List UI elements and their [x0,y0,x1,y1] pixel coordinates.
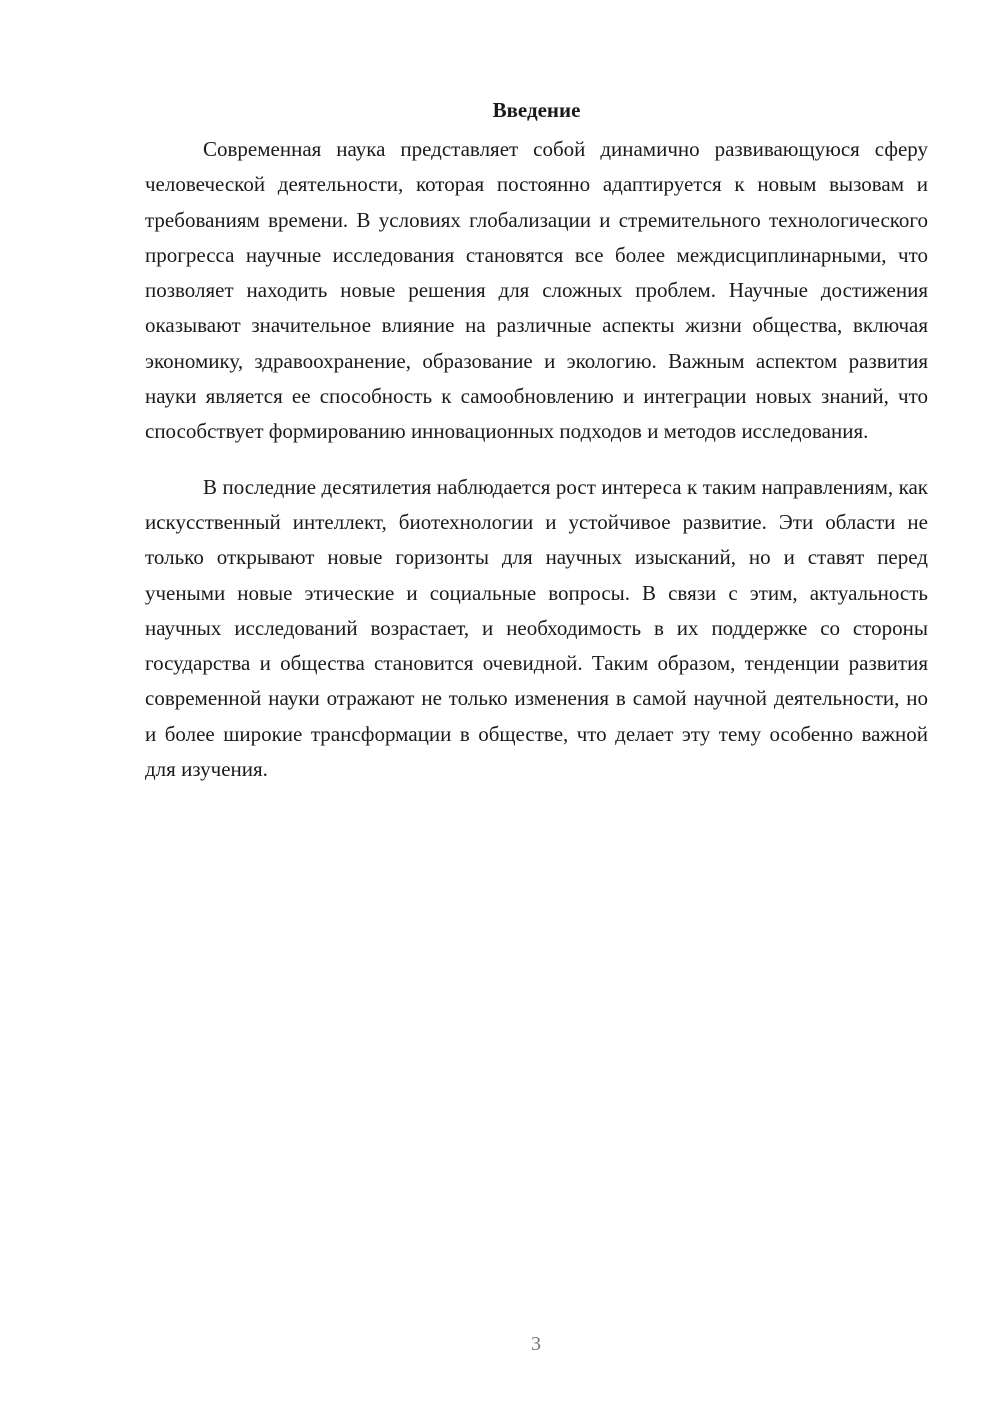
section-heading: Введение [492,98,581,122]
paragraph-1: Современная наука представляет собой динамично развивающуюся сферу человеческой деятельности, которая постоянно адаптируется к новым вызовам и требованиям времени. В условиях глобализации и стремительного технологического прогресса научные исследования становятся все более междисциплинарными, что позволяет находить новые решения для сложных проблем. Научные достижения оказывают значительное влияние на различные аспекты жизни общества, включая экономику, здравоохранение, образование и экологию. Важным аспектом развития науки является ее способность к самообновлению и интеграции новых знаний, что способствует формированию инновационных подходов и методов исследования. [145,137,928,444]
page-content [145,93,928,787]
page-number: 3 [531,1333,541,1355]
paragraph-2: В последние десятилетия наблюдается рост интереса к таким направлениям, как искусственный интеллект, биотехнологии и устойчивое развитие. Эти области не только открывают новые горизонты для научных изысканий, но и ставят перед учеными новые этические и социальные вопросы. В связи с этим, актуальность научных исследований возрастает, и необходимость в их поддержке со стороны государства и общества становится очевидной. Таким образом, тенденции развития современной науки отражают не только изменения в самой научной деятельности, но и более широкие трансформации в обществе, что делает эту тему особенно важной для изучения. [145,474,928,782]
